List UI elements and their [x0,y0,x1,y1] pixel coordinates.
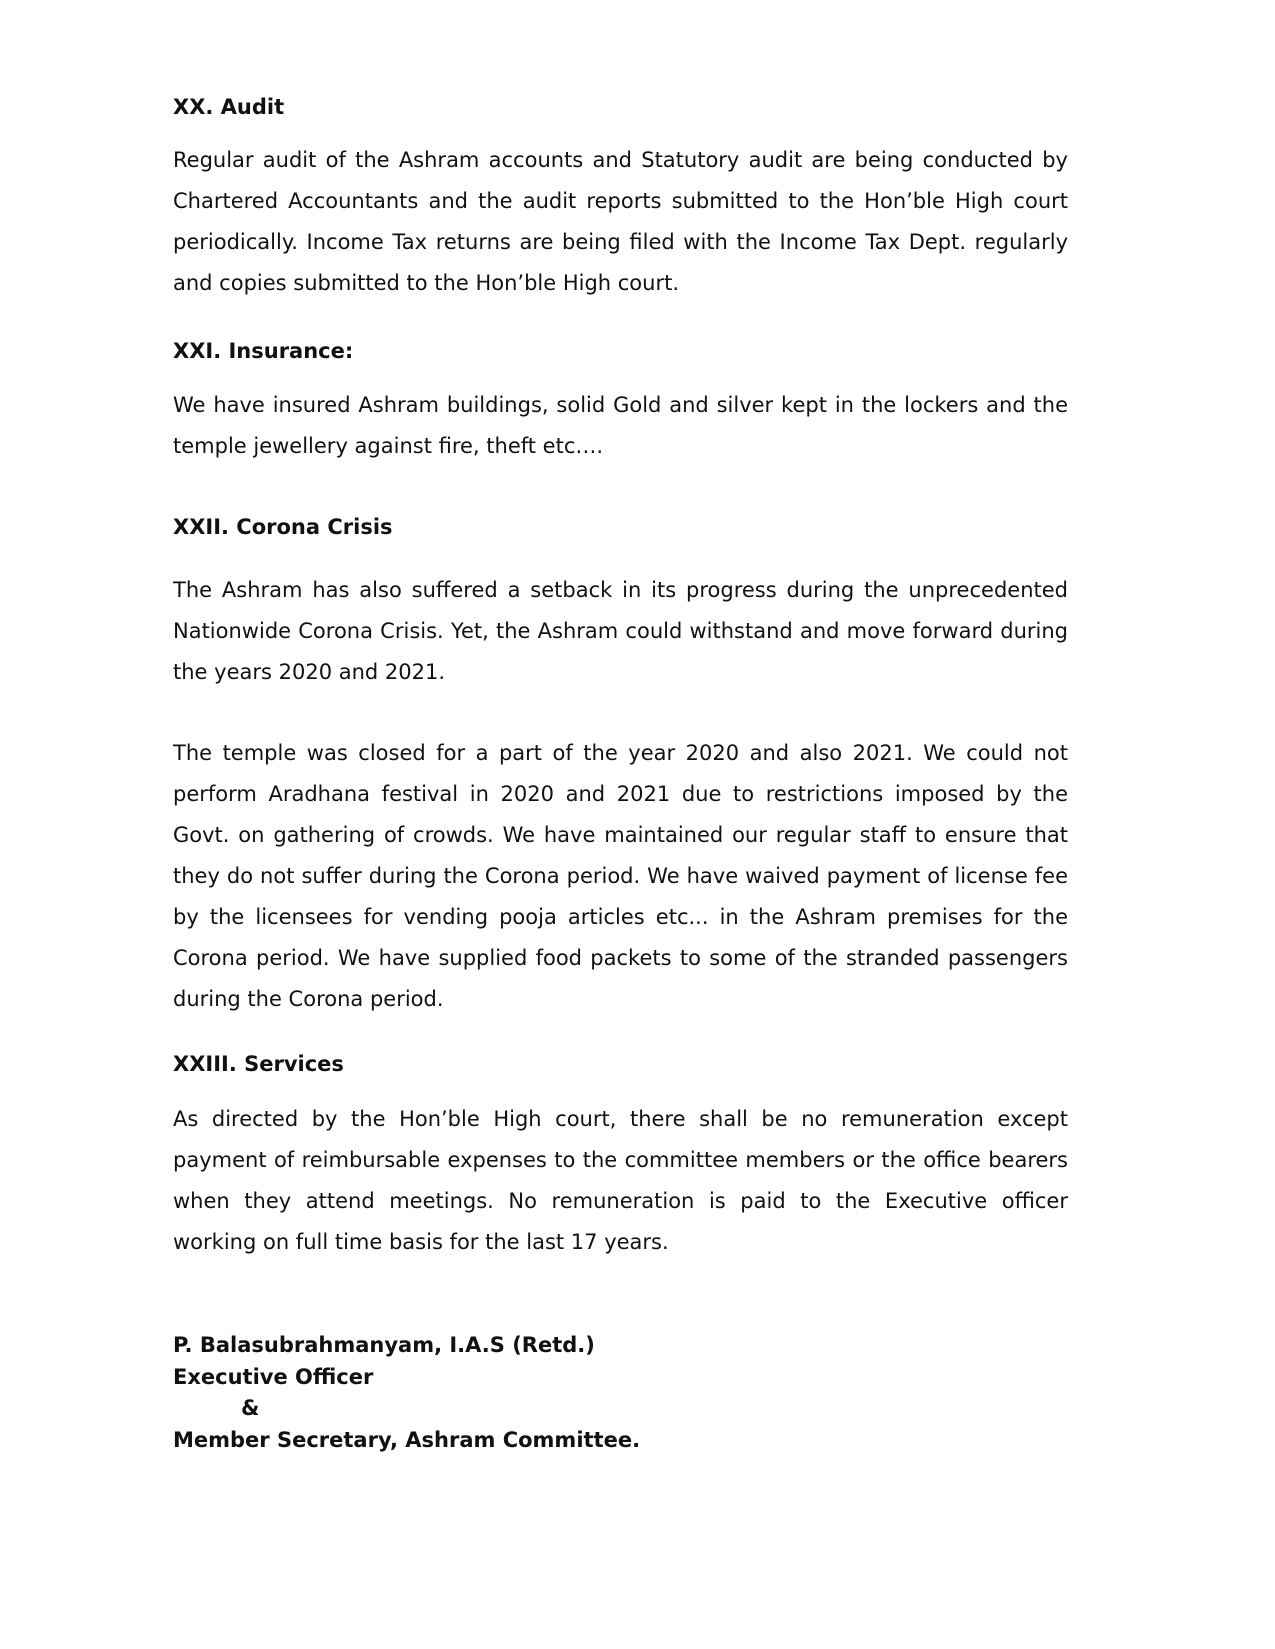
services-paragraph: As directed by the Hon’ble High court, there shall be no remuneration except payment of reimbursable expenses to the committee members or the office bearers when they attend meetings. No remuneration is paid to the Executive officer working on full time basis for the last 17 years. [173,1107,1068,1254]
section-heading-corona-crisis: XXII. Corona Crisis [173,515,393,539]
signature-title: Executive Officer [173,1365,374,1389]
section-heading-insurance: XXI. Insurance: [173,339,354,363]
corona-paragraph-2: The temple was closed for a part of the year 2020 and also 2021. We could not perform Aradhana festival in 2020 and 2021 due to restrictions imposed by the Govt. on gathering of crowds. We have maintained our regular staff to ensure that they do not suffer during the Corona period. We have waived payment of license fee by the licensees for vending pooja articles etc... in the Ashram premises for the Corona period. We have supplied food packets to some of the stranded passengers during the Corona period. [173,741,1068,1011]
signature-name: P. Balasubrahmanyam, I.A.S (Retd.) [173,1333,595,1357]
signature-ampersand: & [241,1396,260,1420]
insurance-paragraph: We have insured Ashram buildings, solid Gold and silver kept in the lockers and the temple jewellery against fire, theft etc…. [173,393,1068,458]
corona-paragraph-1: The Ashram has also suffered a setback in its progress during the unprecedented Nationwide Corona Crisis. Yet, the Ashram could withstand and move forward during the years 2020 and 2021. [173,578,1068,684]
signature-role: Member Secretary, Ashram Committee. [173,1428,641,1452]
audit-paragraph: Regular audit of the Ashram accounts and Statutory audit are being conducted by Chartered Accountants and the audit reports submitted to the Hon’ble High court periodically. Income Tax returns are being filed with the Income Tax Dept. regularly and copies submitted to the Hon’ble High court. [173,148,1068,295]
section-heading-services: XXIII. Services [173,1052,344,1076]
section-heading-audit: XX. Audit [173,95,285,119]
